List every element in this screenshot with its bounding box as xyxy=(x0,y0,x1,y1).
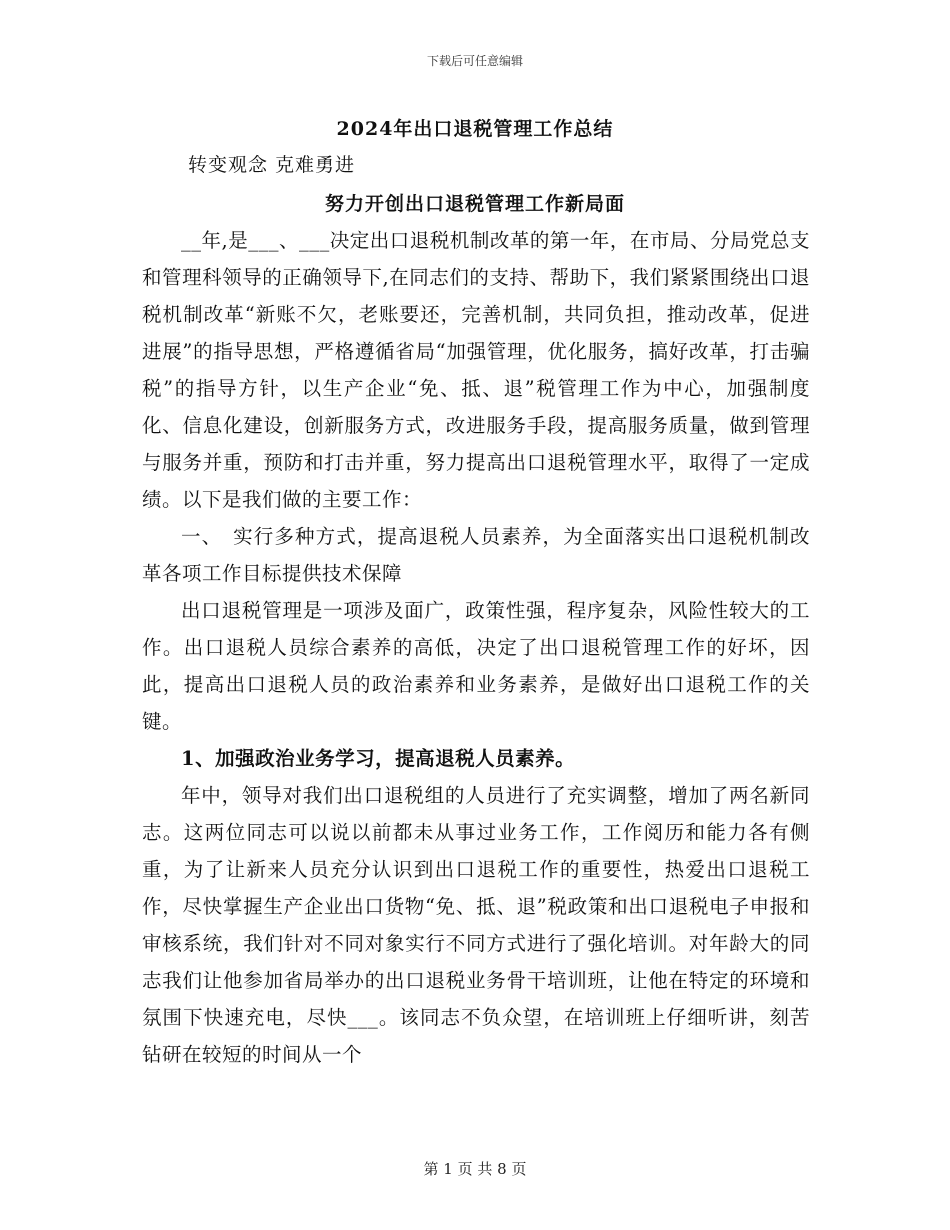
header-note: 下载后可任意编辑 xyxy=(426,54,523,68)
paragraph-section-one-body: 出口退税管理是一项涉及面广，政策性强，程序复杂，风险性较大的工作。出口退税人员综合素养的高低，决定了出口退税管理工作的好坏，因此，提高出口退税人员的政治素养和业务素养，是做好出口退税工作的关键。 xyxy=(142,599,810,733)
document-subtitle: 转变观念 克难勇进 xyxy=(188,154,356,176)
paragraph-subheading-1: 1、加强政治业务学习，提高退税人员素养。 xyxy=(181,747,576,770)
paragraph-training: 年中，领导对我们出口退税组的人员进行了充实调整，增加了两名新同志。这两位同志可以说以前都未从事过业务工作，工作阅历和能力各有侧重，为了让新来人员充分认识到出口退税工作的重要性，热爱出口退税工作，尽快掌握生产企业出口货物“免、抵、退”税政策和出口退税电子申报和审核系统，我们针对不同对象实行不同方式进行了强化培训。对年龄大的同志我们让他参加省局举办的出口退税业务骨干培训班，让他在特定的环境和氛围下快速充电，尽快___。该同志不负众望，在培训班上仔细听讲，刻苦钻研在较短的时间从一个 xyxy=(142,784,810,1066)
page-number: 第 1 页 共 8 页 xyxy=(423,1160,527,1178)
paragraph-intro: __年,是___、___决定出口退税机制改革的第一年，在市局、分局党总支和管理科领导的正确领导下,在同志们的支持、帮助下，我们紧紧围绕出口退税机制改革“新账不欠，老账要还，完善机制，共同负担，推动改革，促进进展”的指导思想，严格遵循省局“加强管理，优化服务，搞好改革，打击骗税”的指导方针，以生产企业“免、抵、退”税管理工作为中心，加强制度化、信息化建设，创新服务方式，改进服务手段，提高服务质量，做到管理与服务并重，预防和打击并重，努力提高出口退税管理水平，取得了一定成绩。以下是我们做的主要工作： xyxy=(142,229,810,511)
document-title: 2024年出口退税管理工作总结 xyxy=(336,118,614,140)
paragraph-section-one-heading: 一、 实行多种方式，提高退税人员素养，为全面落实出口退税机制改革各项工作目标提供技术保障 xyxy=(142,525,810,585)
section-heading: 努力开创出口退税管理工作新局面 xyxy=(324,193,625,215)
document-body xyxy=(142,222,810,1073)
